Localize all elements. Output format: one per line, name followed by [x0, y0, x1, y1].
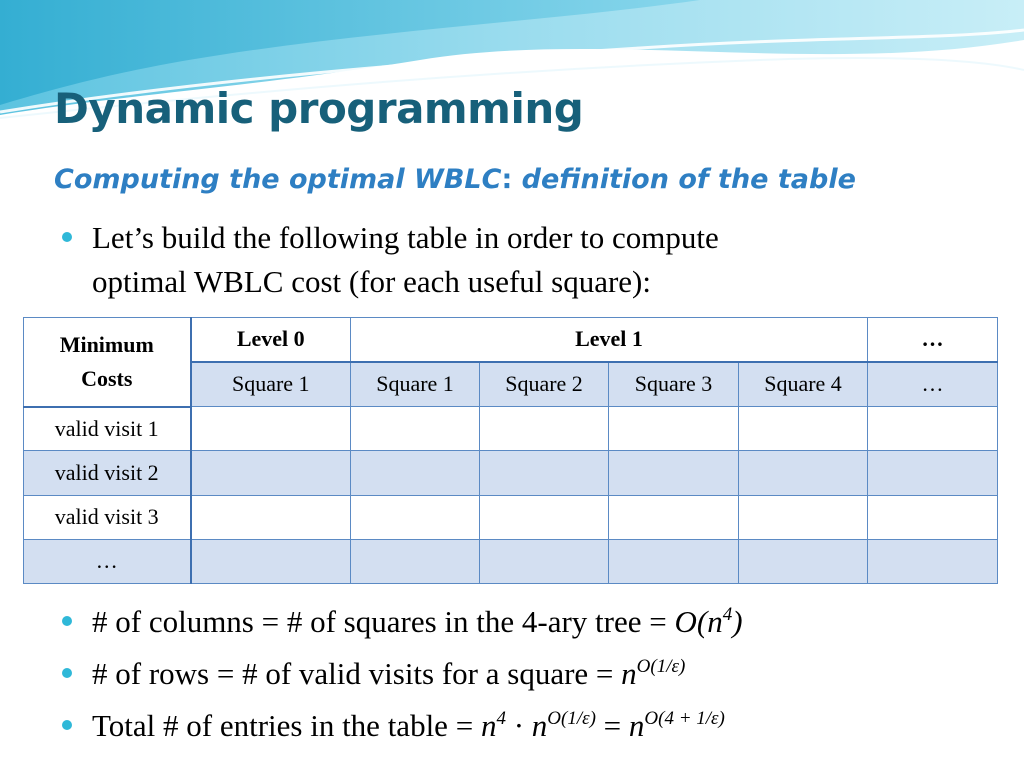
table-row	[24, 407, 998, 451]
table-cell	[739, 539, 868, 583]
entries-n1: n	[480, 708, 497, 743]
table-cell	[351, 407, 480, 451]
square-header: Square 2	[480, 362, 609, 407]
table-cell	[191, 495, 351, 539]
table-cell	[191, 407, 351, 451]
slide-title: Dynamic programming	[54, 84, 584, 133]
intro-text	[92, 216, 719, 304]
subtitle-part2: definition of the table	[512, 164, 856, 195]
columns-exponent: 4	[722, 604, 733, 625]
subtitle-part1: Computing the optimal WBLC	[54, 164, 502, 195]
entries-label: Total # of entries in the table =	[92, 708, 481, 743]
table-cell	[480, 451, 609, 495]
row-label: valid visit 2	[24, 451, 191, 495]
table-cell	[739, 495, 868, 539]
table-cell	[868, 407, 998, 451]
table-cell	[609, 407, 739, 451]
intro-line-2: optimal WBLC cost (for each useful square):	[92, 264, 651, 299]
table-cell	[739, 407, 868, 451]
columns-text	[92, 600, 743, 644]
bullet-dot-icon	[62, 668, 72, 678]
table-row	[24, 451, 998, 495]
square-header: Square 1	[191, 362, 351, 407]
minimum-costs-table	[23, 317, 998, 584]
table-cell	[351, 539, 480, 583]
entries-n3: n	[628, 708, 645, 743]
table-cell	[868, 495, 998, 539]
columns-close: )	[732, 604, 743, 639]
subtitle-colon: :	[501, 164, 513, 195]
rows-text	[92, 652, 685, 696]
table-row	[24, 539, 998, 583]
entries-n2: n	[531, 708, 548, 743]
table-cell	[351, 495, 480, 539]
square-header: Square 4	[739, 362, 868, 407]
entries-text	[92, 704, 725, 748]
entries-eq: =	[595, 708, 629, 743]
square-header: Square 3	[609, 362, 739, 407]
columns-label: # of columns = # of squares in the 4-ary tree =	[92, 604, 675, 639]
table-cell	[609, 495, 739, 539]
table-cell	[351, 451, 480, 495]
table-cell	[191, 451, 351, 495]
bullet-dot-icon	[62, 232, 72, 242]
table-cell	[191, 539, 351, 583]
level-1-header: Level 1	[351, 318, 868, 362]
square-header: …	[868, 362, 998, 407]
entries-dot: ·	[505, 708, 532, 743]
rows-exponent: O(1/ε)	[636, 656, 686, 677]
slide-subtitle	[54, 164, 856, 195]
bullet-dot-icon	[62, 616, 72, 626]
square-header: Square 1	[351, 362, 480, 407]
corner-line-2: Costs	[81, 365, 133, 391]
entries-exp2: O(1/ε)	[547, 708, 596, 729]
entries-exp1: 4	[496, 708, 506, 729]
table-cell	[609, 451, 739, 495]
entries-exp3: O(4 + 1/ε)	[644, 708, 725, 729]
table-cell	[739, 451, 868, 495]
table-row	[24, 495, 998, 539]
intro-line-1: Let’s build the following table in order to compute	[92, 220, 719, 255]
table-cell	[868, 451, 998, 495]
corner-line-1: Minimum	[59, 331, 154, 357]
bullet-dot-icon	[62, 720, 72, 730]
table-cell	[609, 539, 739, 583]
rows-n: n	[621, 656, 637, 691]
level-more-header: …	[868, 318, 998, 362]
level-0-header: Level 0	[191, 318, 351, 362]
row-label: valid visit 3	[24, 495, 191, 539]
row-label: …	[24, 539, 191, 583]
corner-header	[24, 318, 191, 407]
table-cell	[480, 495, 609, 539]
row-label: valid visit 1	[24, 407, 191, 451]
table-cell	[480, 539, 609, 583]
columns-math: O(n	[674, 604, 723, 639]
rows-label: # of rows = # of valid visits for a square =	[92, 656, 622, 691]
table-cell	[868, 539, 998, 583]
table-cell	[480, 407, 609, 451]
